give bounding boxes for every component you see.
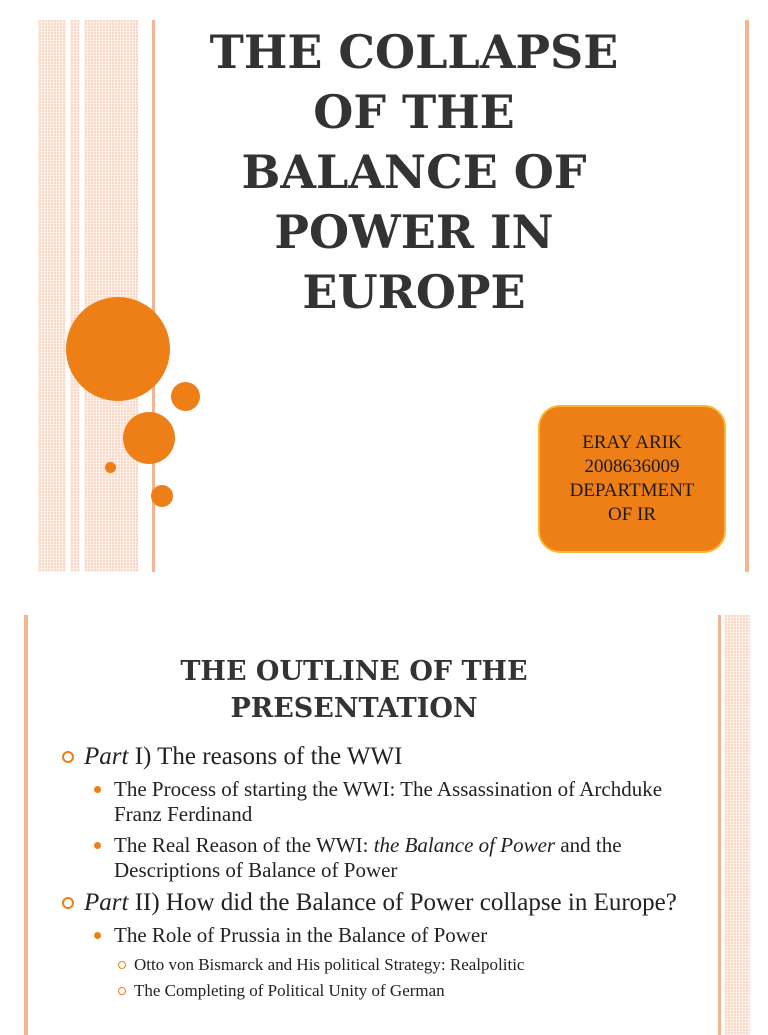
outline-slide — [24, 615, 752, 1035]
student-number: 2008636009 — [584, 456, 680, 477]
outline-list — [60, 743, 710, 1006]
decorative-circle — [123, 412, 175, 464]
small-ring-bullet-icon — [118, 961, 126, 969]
title-line: PRESENTATION — [230, 693, 478, 724]
subitem-text: The Real Reason of the WWI: — [114, 833, 374, 857]
department-line: OF IR — [607, 504, 657, 525]
decorative-circle-small — [105, 462, 116, 473]
subsubitem-text: The Completing of Political Unity of German — [134, 981, 445, 1000]
subitem-text: and the Descriptions of Balance of Power — [114, 833, 622, 882]
decorative-circle-large — [66, 297, 170, 401]
author-name: ERAY ARIK — [582, 432, 682, 453]
outline-part-1 — [60, 743, 710, 771]
outline-subsubitem — [60, 954, 710, 976]
outline-part-2 — [60, 889, 710, 917]
ring-bullet-icon — [62, 897, 74, 909]
author-info-box — [538, 405, 726, 553]
part-heading: II) How did the Balance of Power collapse in Europe? — [128, 889, 677, 916]
title-line: EUROPE — [302, 265, 526, 319]
title-line: OF THE — [313, 85, 515, 139]
subitem-text: The Process of starting the WWI: The Assassination of Archduke Franz Ferdinand — [114, 777, 663, 826]
department-line: DEPARTMENT — [569, 480, 695, 501]
outline-subsubitem — [60, 980, 710, 1002]
decorative-stripe-left — [24, 615, 28, 1035]
title-line: THE OUTLINE OF THE — [180, 656, 528, 687]
presentation-title — [184, 22, 644, 322]
dot-bullet-icon — [94, 932, 101, 939]
decorative-stripe-right — [745, 20, 749, 572]
decorative-stripe — [38, 20, 66, 572]
title-line: BALANCE OF — [241, 145, 587, 199]
outline-subitem — [60, 923, 710, 948]
part-prefix: Part — [84, 743, 129, 770]
outline-subitem — [60, 833, 710, 883]
outline-title — [134, 653, 574, 727]
ring-bullet-icon — [62, 751, 74, 763]
outline-subitem — [60, 777, 710, 827]
small-ring-bullet-icon — [118, 987, 126, 995]
subitem-text: The Role of Prussia in the Balance of Power — [114, 923, 488, 947]
decorative-stripe — [718, 615, 721, 1035]
title-slide — [24, 20, 752, 572]
title-line: POWER IN — [274, 205, 554, 259]
subitem-emphasis: the Balance of Power — [373, 833, 556, 857]
decorative-circle — [171, 382, 200, 411]
decorative-stripe — [724, 615, 750, 1035]
subsubitem-text: Otto von Bismarck and His political Strategy: Realpolitic — [134, 955, 525, 974]
decorative-stripe — [84, 20, 138, 572]
part-prefix: Part — [84, 889, 129, 916]
decorative-stripe — [70, 20, 80, 572]
decorative-circle — [151, 485, 173, 507]
part-heading: I) The reasons of the WWI — [128, 743, 403, 770]
dot-bullet-icon — [94, 842, 101, 849]
title-line: THE COLLAPSE — [209, 25, 619, 79]
dot-bullet-icon — [94, 786, 101, 793]
